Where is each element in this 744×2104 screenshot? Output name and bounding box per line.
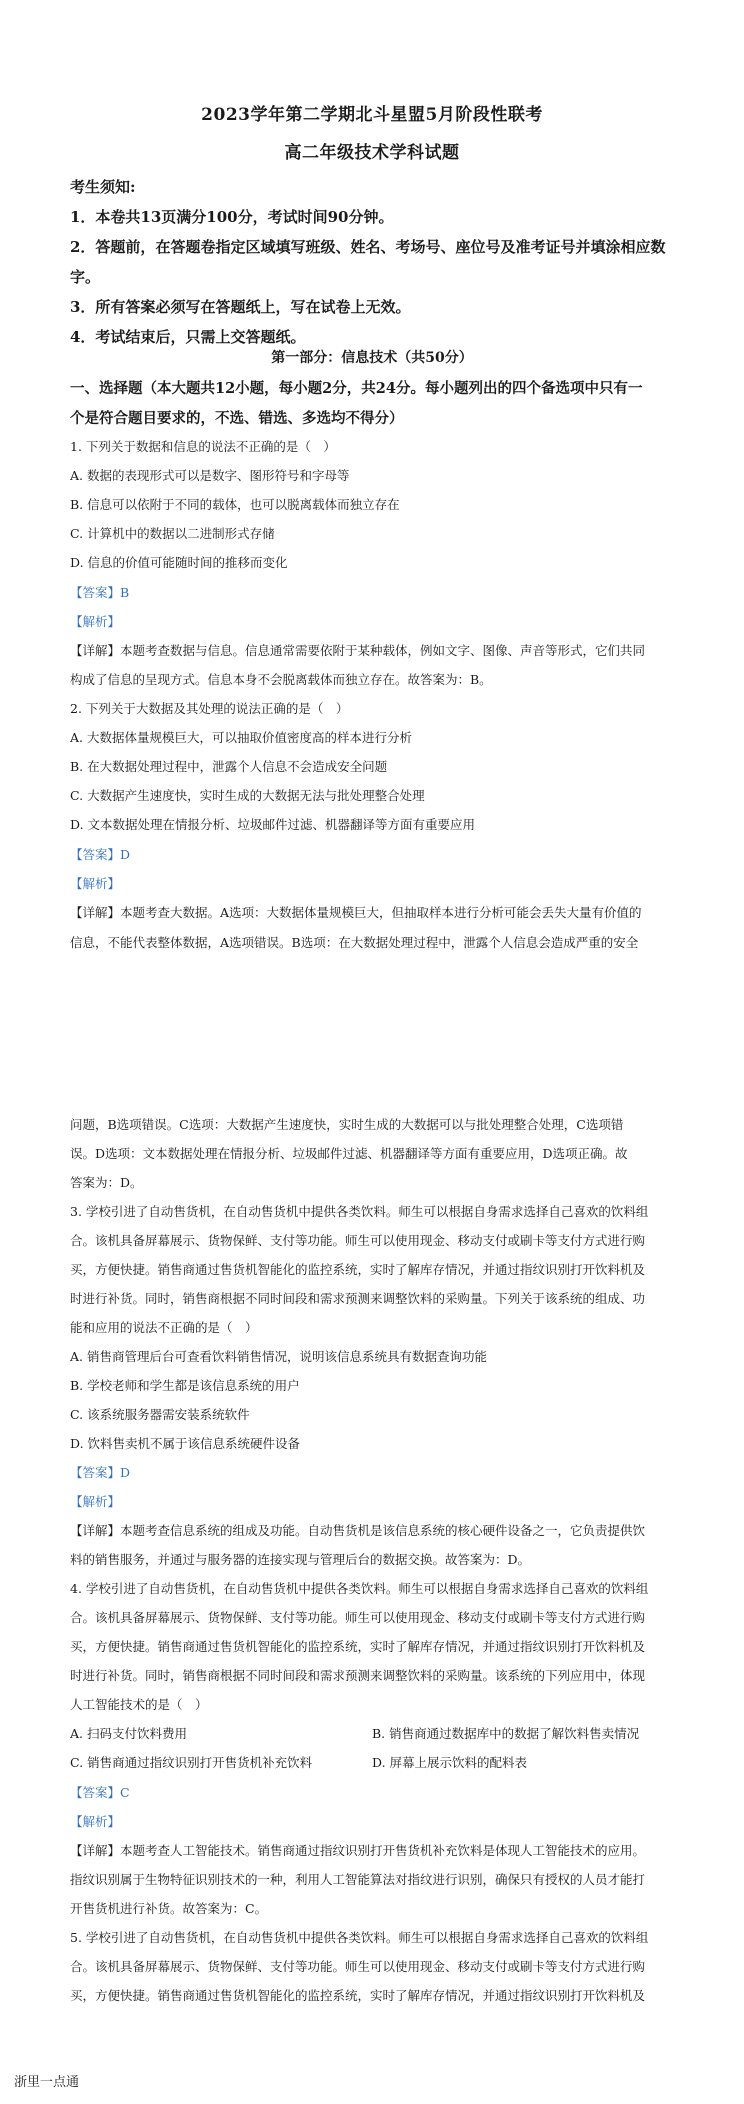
q2-option-b: B. 在大数据处理过程中，泄露个人信息不会造成安全问题 — [70, 759, 388, 774]
section-heading: 个是符合题目要求的，不选、错选、多选均不得分） — [70, 410, 404, 427]
q3-option-b: B. 学校老师和学生都是该信息系统的用户 — [70, 1378, 300, 1393]
q2-detail: 信息，不能代表整体数据，A选项错误。B选项：在大数据处理过程中，泄露个人信息会造成严重的安全 — [70, 935, 639, 950]
q4-stem: 买，方便快捷。销售商通过售货机智能化的监控系统，实时了解库存情况，并通过指纹识别打开饮料机及 — [70, 1639, 646, 1654]
q4-detail: 开售货机进行补货。故答案为：C。 — [70, 1901, 268, 1916]
q2-answer: 【答案】D — [70, 847, 131, 862]
q2-detail: 问题，B选项错误。C选项：大数据产生速度快，实时生成的大数据可以与批处理整合处理，C选项错 — [70, 1117, 624, 1132]
q4-option-b: B. 销售商通过数据库中的数据了解饮料售卖情况 — [372, 1726, 640, 1741]
q2-detail: 误。D选项：文本数据处理在情报分析、垃圾邮件过滤、机器翻译等方面有重要应用，D选项正确。故 — [70, 1146, 628, 1161]
exam-title: 2023学年第二学期北斗星盟5月阶段性联考 — [201, 105, 543, 125]
q3-stem: 买，方便快捷。销售商通过售货机智能化的监控系统，实时了解库存情况，并通过指纹识别打开饮料机及 — [70, 1262, 646, 1277]
q3-option-a: A. 销售商管理后台可查看饮料销售情况，说明该信息系统具有数据查询功能 — [70, 1349, 487, 1364]
q2-option-c: C. 大数据产生速度快，实时生成的大数据无法与批处理整合处理 — [70, 788, 425, 803]
q2-option-a: A. 大数据体量规模巨大，可以抽取价值密度高的样本进行分析 — [70, 730, 412, 745]
notice-item: 4．考试结束后，只需上交答题纸。 — [70, 328, 306, 346]
q2-option-d: D. 文本数据处理在情报分析、垃圾邮件过滤、机器翻译等方面有重要应用 — [70, 817, 476, 832]
q5-stem: 合。该机具备屏幕展示、货物保鲜、支付等功能。师生可以使用现金、移动支付或刷卡等支付方式进行购 — [70, 1959, 646, 1974]
q4-option-d: D. 屏幕上展示饮料的配料表 — [372, 1755, 528, 1770]
notice-item: 3．所有答案必须写在答题纸上，写在试卷上无效。 — [70, 298, 411, 316]
q1-option-c: C. 计算机中的数据以二进制形式存储 — [70, 526, 275, 541]
q4-stem: 4. 学校引进了自动售货机，在自动售货机中提供各类饮料。师生可以根据自身需求选择自己喜欢的饮料组 — [70, 1581, 649, 1596]
q1-answer: 【答案】B — [70, 585, 130, 600]
q1-option-b: B. 信息可以依附于不同的载体，也可以脱离载体而独立存在 — [70, 497, 400, 512]
q1-stem: 1. 下列关于数据和信息的说法不正确的是（ ） — [70, 439, 336, 454]
q5-stem: 买，方便快捷。销售商通过售货机智能化的监控系统，实时了解库存情况，并通过指纹识别打开饮料机及 — [70, 1988, 646, 2003]
q1-detail: 构成了信息的呈现方式。信息本身不会脱离载体而独立存在。故答案为：B。 — [70, 672, 492, 687]
q4-analysis-label: 【解析】 — [70, 1814, 121, 1829]
q5-stem: 5. 学校引进了自动售货机，在自动售货机中提供各类饮料。师生可以根据自身需求选择自己喜欢的饮料组 — [70, 1930, 649, 1945]
exam-subtitle: 高二年级技术学科试题 — [284, 143, 460, 163]
q4-detail: 【详解】本题考查人工智能技术。销售商通过指纹识别打开售货机补充饮料是体现人工智能技术的应用。 — [70, 1843, 646, 1858]
q4-stem: 合。该机具备屏幕展示、货物保鲜、支付等功能。师生可以使用现金、移动支付或刷卡等支付方式进行购 — [70, 1610, 646, 1625]
q3-stem: 能和应用的说法不正确的是（ ） — [70, 1320, 258, 1335]
q4-answer: 【答案】C — [70, 1785, 130, 1800]
q1-option-a: A. 数据的表现形式可以是数字、图形符号和字母等 — [70, 468, 350, 483]
notice-heading: 考生须知: — [70, 178, 136, 196]
q4-stem: 时进行补货。同时，销售商根据不同时间段和需求预测来调整饮料的采购量。该系统的下列应用中，体现 — [70, 1668, 646, 1683]
q3-detail: 【详解】本题考查信息系统的组成及功能。自动售货机是该信息系统的核心硬件设备之一，它负责提供饮 — [70, 1523, 646, 1538]
q4-detail: 指纹识别属于生物特征识别技术的一种，利用人工智能算法对指纹进行识别，确保只有授权的人员才能打 — [70, 1872, 646, 1887]
q3-answer: 【答案】D — [70, 1465, 131, 1480]
q2-detail: 答案为：D。 — [70, 1175, 143, 1190]
q1-option-d: D. 信息的价值可能随时间的推移而变化 — [70, 555, 288, 570]
q3-option-c: C. 该系统服务器需安装系统软件 — [70, 1407, 250, 1422]
q2-detail: 【详解】本题考查大数据。A选项：大数据体量规模巨大，但抽取样本进行分析可能会丢失大量有价值的 — [70, 905, 642, 920]
q3-option-d: D. 饮料售卖机不属于该信息系统硬件设备 — [70, 1436, 301, 1451]
section-heading: 一、选择题（本大题共12小题，每小题2分，共24分。每小题列出的四个备选项中只有一 — [70, 380, 643, 397]
q1-analysis-label: 【解析】 — [70, 614, 121, 629]
footer-brand: 浙里一点通 — [14, 2075, 80, 2090]
notice-item: 1．本卷共13页满分100分，考试时间90分钟。 — [70, 208, 394, 226]
q4-option-c: C. 销售商通过指纹识别打开售货机补充饮料 — [70, 1755, 313, 1770]
q3-analysis-label: 【解析】 — [70, 1494, 121, 1509]
q3-detail: 料的销售服务，并通过与服务器的连接实现与管理后台的数据交换。故答案为：D。 — [70, 1552, 531, 1567]
notice-item: 字。 — [70, 268, 101, 286]
q1-detail: 【详解】本题考查数据与信息。信息通常需要依附于某种载体，例如文字、图像、声音等形式，它们共同 — [70, 643, 646, 658]
q4-option-a: A. 扫码支付饮料费用 — [70, 1726, 187, 1741]
part-title: 第一部分：信息技术（共50分） — [271, 350, 473, 366]
q3-stem: 时进行补货。同时，销售商根据不同时间段和需求预测来调整饮料的采购量。下列关于该系统的组成、功 — [70, 1291, 646, 1306]
q3-stem: 合。该机具备屏幕展示、货物保鲜、支付等功能。师生可以使用现金、移动支付或刷卡等支付方式进行购 — [70, 1233, 646, 1248]
notice-item: 2．答题前，在答题卷指定区域填写班级、姓名、考场号、座位号及准考证号并填涂相应数 — [70, 238, 666, 256]
q2-stem: 2. 下列关于大数据及其处理的说法正确的是（ ） — [70, 701, 349, 716]
q2-analysis-label: 【解析】 — [70, 876, 121, 891]
q4-stem: 人工智能技术的是（ ） — [70, 1697, 208, 1712]
q3-stem: 3. 学校引进了自动售货机，在自动售货机中提供各类饮料。师生可以根据自身需求选择自己喜欢的饮料组 — [70, 1204, 649, 1219]
